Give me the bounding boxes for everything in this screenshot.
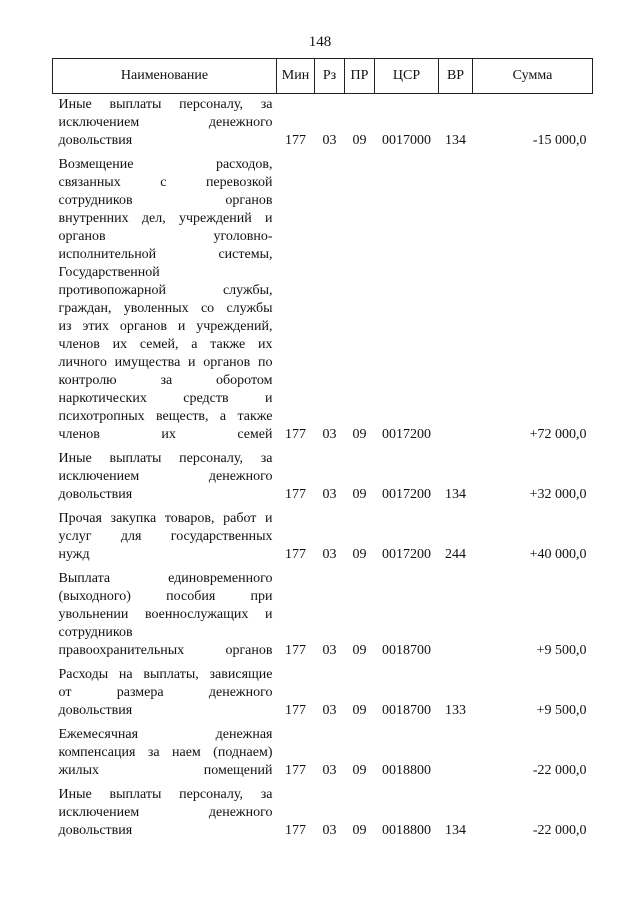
row-name-line: компенсация за наем (поднаем) <box>58 745 273 760</box>
column-header-rz: Рз <box>315 59 345 94</box>
table-row <box>53 150 593 444</box>
row-sum: +32 000,0 <box>529 487 587 502</box>
row-rz: 03 <box>322 703 337 718</box>
table-row <box>53 504 593 564</box>
row-name <box>53 150 277 444</box>
row-vr <box>439 564 473 660</box>
page-number: 148 <box>308 34 332 50</box>
row-name-line: Расходы на выплаты, зависящие <box>58 667 273 682</box>
row-csr: 0017200 <box>382 427 431 442</box>
row-sum: +72 000,0 <box>529 427 587 442</box>
table-row <box>53 94 593 151</box>
row-csr: 0018700 <box>382 643 431 658</box>
row-pr: 09 <box>352 487 367 502</box>
row-csr: 0018700 <box>382 703 431 718</box>
row-name-line: исключением денежного <box>58 469 273 484</box>
row-rz: 03 <box>322 427 337 442</box>
row-min: 177 <box>285 427 306 442</box>
row-rz: 03 <box>322 643 337 658</box>
row-name-line: (выходного) пособия при <box>58 589 273 604</box>
row-min: 177 <box>285 823 306 838</box>
row-csr: 0017200 <box>382 487 431 502</box>
row-name-line: контролю за оборотом <box>58 373 273 388</box>
row-name-line: личного имущества и органов по <box>58 355 273 370</box>
row-name-line: сотрудников <box>58 625 133 640</box>
row-name-line: довольствия <box>58 487 133 502</box>
row-name-line: правоохранительных органов <box>58 643 273 658</box>
row-name-line: связанных с перевозкой <box>58 175 273 190</box>
row-name <box>53 780 277 840</box>
row-min: 177 <box>285 547 306 562</box>
row-rz: 03 <box>322 133 337 148</box>
row-csr: 0017000 <box>382 133 431 148</box>
row-csr: 0018800 <box>382 763 431 778</box>
budget-table <box>52 58 593 840</box>
row-name-line: довольствия <box>58 823 133 838</box>
row-pr: 09 <box>352 763 367 778</box>
row-name-line: довольствия <box>58 703 133 718</box>
row-csr: 0018800 <box>382 823 431 838</box>
row-sum: -22 000,0 <box>532 763 587 778</box>
row-vr <box>439 720 473 780</box>
row-name-line: внутренних дел, учреждений и <box>58 211 273 226</box>
row-sum: +9 500,0 <box>536 643 587 658</box>
row-name-line: Иные выплаты персоналу, за <box>58 97 273 112</box>
row-vr: 134 <box>445 487 466 502</box>
row-vr <box>439 150 473 444</box>
row-rz: 03 <box>322 487 337 502</box>
row-name-line: увольнении военнослужащих и <box>58 607 273 622</box>
row-name-line: психотропных веществ, а также <box>58 409 273 424</box>
row-name-line: граждан, уволенных со службы <box>58 301 273 316</box>
table-header-row <box>53 59 593 94</box>
column-header-csr: ЦСР <box>375 59 439 94</box>
row-name-line: исключением денежного <box>58 115 273 130</box>
row-rz: 03 <box>322 823 337 838</box>
row-name-line: Прочая закупка товаров, работ и <box>58 511 273 526</box>
row-name-line: довольствия <box>58 133 133 148</box>
row-min: 177 <box>285 763 306 778</box>
row-name-line: из этих органов и учреждений, <box>58 319 273 334</box>
row-name <box>53 720 277 780</box>
row-name-line: от размера денежного <box>58 685 273 700</box>
row-vr: 133 <box>445 703 466 718</box>
row-name-line: противопожарной службы, <box>58 283 273 298</box>
row-name <box>53 564 277 660</box>
table-row <box>53 720 593 780</box>
row-name-line: нужд <box>58 547 90 562</box>
row-pr: 09 <box>352 643 367 658</box>
column-header-sum: Сумма <box>473 59 593 94</box>
column-header-min: Мин <box>277 59 315 94</box>
row-name-line: жилых помещений <box>58 763 273 778</box>
row-vr: 134 <box>445 823 466 838</box>
row-name-line: услуг для государственных <box>58 529 273 544</box>
row-name-line: членов их семей <box>58 427 273 442</box>
row-sum: +9 500,0 <box>536 703 587 718</box>
row-name-line: Возмещение расходов, <box>58 157 273 172</box>
table-body <box>53 94 593 841</box>
row-name-line: сотрудников органов <box>58 193 273 208</box>
row-name-line: Иные выплаты персоналу, за <box>58 451 273 466</box>
row-pr: 09 <box>352 133 367 148</box>
table-row <box>53 660 593 720</box>
row-rz: 03 <box>322 547 337 562</box>
row-name-line: исполнительной системы, <box>58 247 273 262</box>
row-pr: 09 <box>352 547 367 562</box>
row-name <box>53 660 277 720</box>
row-min: 177 <box>285 133 306 148</box>
row-name-line: Выплата единовременного <box>58 571 273 586</box>
row-pr: 09 <box>352 703 367 718</box>
row-csr: 0017200 <box>382 547 431 562</box>
row-pr: 09 <box>352 823 367 838</box>
row-pr: 09 <box>352 427 367 442</box>
table-row <box>53 444 593 504</box>
row-sum: +40 000,0 <box>529 547 587 562</box>
column-header-pr: ПР <box>345 59 375 94</box>
row-sum: -22 000,0 <box>532 823 587 838</box>
row-name-line: Ежемесячная денежная <box>58 727 273 742</box>
table-row <box>53 564 593 660</box>
row-min: 177 <box>285 643 306 658</box>
row-name-line: Государственной <box>58 265 160 280</box>
column-header-vr: ВР <box>439 59 473 94</box>
column-header-name: Наименование <box>53 59 277 94</box>
row-sum: -15 000,0 <box>532 133 587 148</box>
row-min: 177 <box>285 703 306 718</box>
row-name-line: органов уголовно- <box>58 229 273 244</box>
row-name-line: Иные выплаты персоналу, за <box>58 787 273 802</box>
row-name-line: исключением денежного <box>58 805 273 820</box>
row-name <box>53 444 277 504</box>
row-name-line: членов их семей, а также их <box>58 337 273 352</box>
row-vr: 134 <box>445 133 466 148</box>
row-min: 177 <box>285 487 306 502</box>
row-rz: 03 <box>322 763 337 778</box>
row-name-line: наркотических средств и <box>58 391 273 406</box>
row-name <box>53 94 277 151</box>
row-name <box>53 504 277 564</box>
row-vr: 244 <box>445 547 466 562</box>
table-row <box>53 780 593 840</box>
